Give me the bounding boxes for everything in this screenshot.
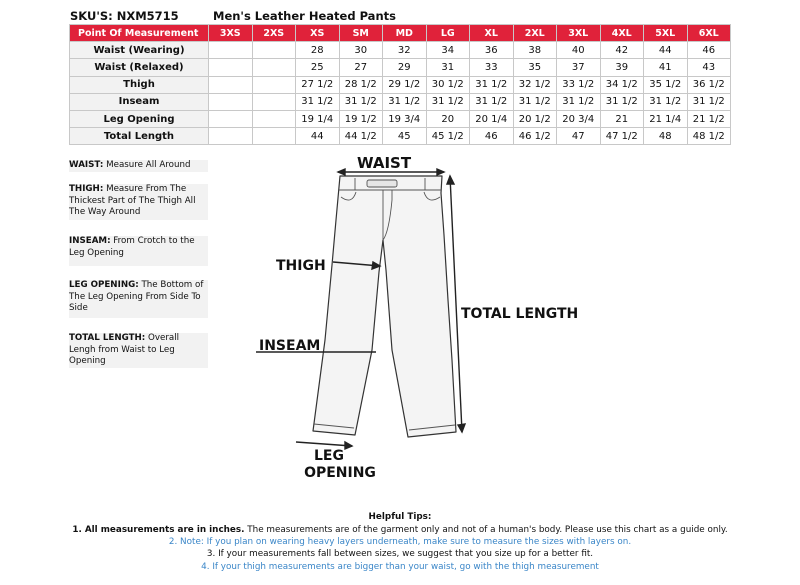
value-cell: 43 <box>687 59 731 76</box>
value-cell: 25 <box>296 59 340 76</box>
total-length-label: TOTAL LENGTH <box>461 306 579 322</box>
value-cell: 39 <box>600 59 644 76</box>
size-header-cell: 3XL <box>557 25 601 42</box>
value-cell: 46 1/2 <box>513 128 557 145</box>
value-cell: 21 <box>600 110 644 127</box>
value-cell: 47 1/2 <box>600 128 644 145</box>
value-cell: 41 <box>644 59 688 76</box>
value-cell: 44 1/2 <box>339 128 383 145</box>
size-header-cell: 4XL <box>600 25 644 42</box>
tip-1 <box>0 525 800 535</box>
value-cell: 21 1/4 <box>644 110 688 127</box>
value-cell: 31 1/2 <box>687 93 731 110</box>
value-cell: 28 1/2 <box>339 76 383 93</box>
row-label-cell: Waist (Relaxed) <box>70 59 209 76</box>
value-cell: 31 1/2 <box>470 76 514 93</box>
value-cell: 19 3/4 <box>383 110 427 127</box>
value-cell: 48 <box>644 128 688 145</box>
row-label-cell: Waist (Wearing) <box>70 42 209 59</box>
note-term: LEG OPENING: <box>69 280 139 290</box>
note-text: Overall Lengh from Waist to Leg Opening <box>69 333 180 366</box>
value-cell: 32 <box>383 42 427 59</box>
size-header-cell: XS <box>296 25 340 42</box>
value-cell: 30 <box>339 42 383 59</box>
value-cell: 34 1/2 <box>600 76 644 93</box>
waist-label: WAIST <box>357 154 412 172</box>
value-cell: 48 1/2 <box>687 128 731 145</box>
value-cell: 20 1/4 <box>470 110 514 127</box>
value-cell: 20 3/4 <box>557 110 601 127</box>
value-cell: 30 1/2 <box>426 76 470 93</box>
value-cell: 37 <box>557 59 601 76</box>
note-text: The Bottom of The Leg Opening From Side To Side <box>69 280 204 313</box>
tip-4: 4. If your thigh measurements are bigger than your waist, go with the thigh measurement <box>201 562 599 572</box>
leg-opening-label-line1: LEG <box>314 448 344 464</box>
value-cell: 47 <box>557 128 601 145</box>
row-label-cell: Leg Opening <box>70 110 209 127</box>
value-cell: 20 1/2 <box>513 110 557 127</box>
note-term: WAIST: <box>69 160 104 170</box>
value-cell: 29 1/2 <box>383 76 427 93</box>
size-header-cell: XL <box>470 25 514 42</box>
value-cell: 31 <box>426 59 470 76</box>
value-cell: 31 1/2 <box>600 93 644 110</box>
note-text: From Crotch to the Leg Opening <box>69 236 195 258</box>
value-cell: 31 1/2 <box>644 93 688 110</box>
product-title: Men's Leather Heated Pants <box>213 9 396 23</box>
value-cell: 31 1/2 <box>383 93 427 110</box>
value-cell: 29 <box>383 59 427 76</box>
value-cell: 35 <box>513 59 557 76</box>
pants-outline <box>313 176 456 437</box>
value-cell: 33 <box>470 59 514 76</box>
size-header-cell: MD <box>383 25 427 42</box>
size-header-cell: 3XS <box>209 25 253 42</box>
note-text: Measure All Around <box>103 160 191 170</box>
inseam-label: INSEAM <box>259 338 321 354</box>
note-term: THIGH: <box>69 184 104 194</box>
value-cell: 27 <box>339 59 383 76</box>
value-cell: 46 <box>470 128 514 145</box>
value-cell: 21 1/2 <box>687 110 731 127</box>
row-label-cell: Inseam <box>70 93 209 110</box>
tip-3: 3. If your measurements fall between sizes, we suggest that you size up for a better fit. <box>206 549 594 559</box>
size-header-cell: 6XL <box>687 25 731 42</box>
note-term: INSEAM: <box>69 236 111 246</box>
value-cell: 31 1/2 <box>557 93 601 110</box>
value-cell: 42 <box>600 42 644 59</box>
row-label-cell: Thigh <box>70 76 209 93</box>
note-term: TOTAL LENGTH: <box>69 333 146 343</box>
value-cell: 35 1/2 <box>644 76 688 93</box>
value-cell: 31 1/2 <box>296 93 340 110</box>
leg-opening-label-line2: OPENING <box>304 465 376 481</box>
value-cell: 19 1/4 <box>296 110 340 127</box>
tip-1-bold: 1. All measurements are in inches. <box>72 525 245 535</box>
leg-opening-line <box>296 442 352 446</box>
value-cell: 45 1/2 <box>426 128 470 145</box>
note-text: Measure From The Thickest Part of The Thigh All The Way Around <box>69 184 196 217</box>
value-cell: 38 <box>513 42 557 59</box>
size-header-cell: LG <box>426 25 470 42</box>
value-cell: 31 1/2 <box>339 93 383 110</box>
size-header-cell: 2XS <box>252 25 296 42</box>
value-cell: 20 <box>426 110 470 127</box>
pants-illustration <box>313 176 456 437</box>
value-cell: 32 1/2 <box>513 76 557 93</box>
value-cell: 31 1/2 <box>470 93 514 110</box>
tip-2: 2. Note: If you plan on wearing heavy layers underneath, make sure to measure the sizes with layers on. <box>168 537 632 547</box>
value-cell: 36 <box>470 42 514 59</box>
tip-1-rest: The measurements are of the garment only and not of a human's body. Please use this chart as a guide only. <box>244 525 728 535</box>
value-cell: 44 <box>296 128 340 145</box>
sku-label: SKU'S: NXM5715 <box>70 9 179 23</box>
value-cell: 44 <box>644 42 688 59</box>
value-cell: 19 1/2 <box>339 110 383 127</box>
size-header-cell: 2XL <box>513 25 557 42</box>
value-cell: 31 1/2 <box>426 93 470 110</box>
value-cell: 28 <box>296 42 340 59</box>
thigh-label: THIGH <box>276 258 326 274</box>
tips-title: Helpful Tips: <box>368 512 432 522</box>
size-header-cell: 5XL <box>644 25 688 42</box>
value-cell: 27 1/2 <box>296 76 340 93</box>
value-cell: 36 1/2 <box>687 76 731 93</box>
value-cell: 33 1/2 <box>557 76 601 93</box>
value-cell: 40 <box>557 42 601 59</box>
size-header-cell: SM <box>339 25 383 42</box>
row-label-cell: Total Length <box>70 128 209 145</box>
value-cell: 31 1/2 <box>513 93 557 110</box>
header-corner-cell: Point Of Measurement <box>70 25 209 42</box>
value-cell: 34 <box>426 42 470 59</box>
value-cell: 45 <box>383 128 427 145</box>
value-cell: 46 <box>687 42 731 59</box>
